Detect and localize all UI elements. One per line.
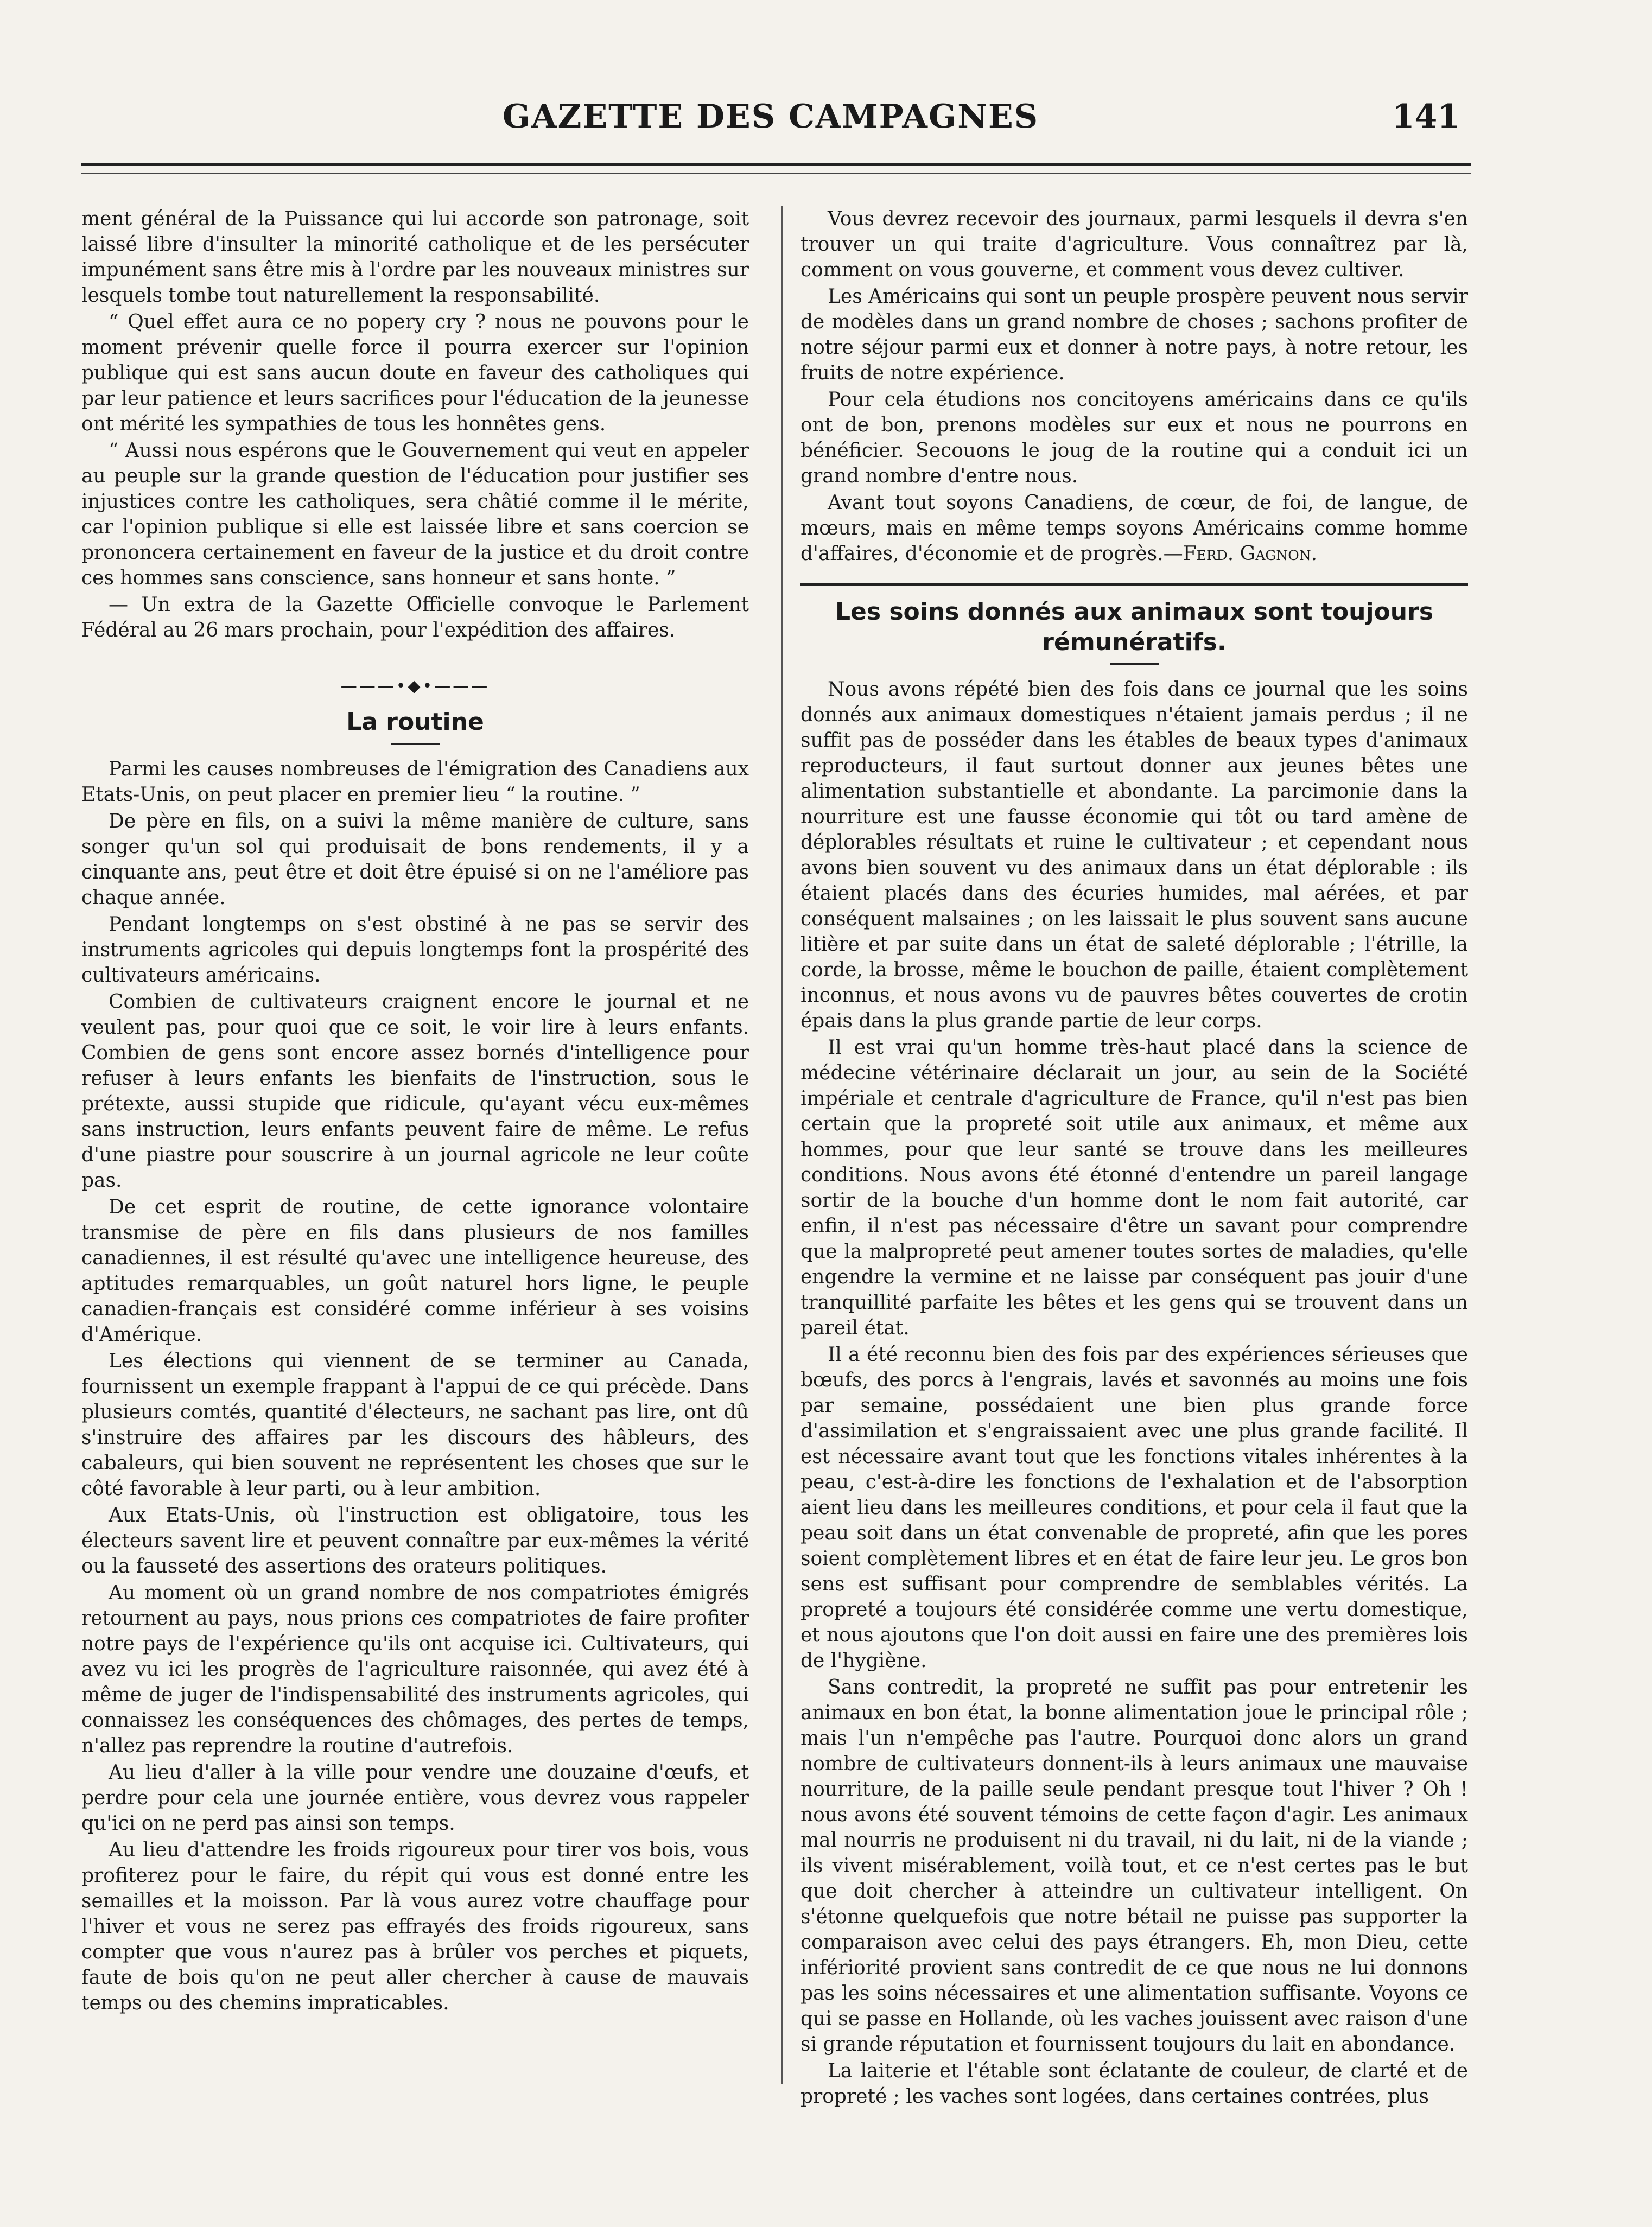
paragraph: Parmi les causes nombreuses de l'émigration des Canadiens aux Etats-Unis, on peut placer en premier lieu “ la routine. ” — [81, 758, 749, 806]
paragraph: ment général de la Puissance qui lui accorde son patronage, soit laissé libre d'insulter la minorité catholique et de les persécuter impunément sans être mis à l'ordre par les nouveaux ministres sur lesquels tombe tout naturellement la responsabilité. — [81, 208, 749, 307]
paragraph: Sans contredit, la propreté ne suffit pas pour entretenir les animaux en bon état, la bonne alimentation joue le principal rôle ; mais l'un n'empêche pas l'autre. Pourquoi donc alors un grand nombre de cultivateurs donnent-ils à leurs animaux une mauvaise nourriture, de la paille seule pendant presque tout l'hiver ? Oh ! nous avons été souvent témoins de cette façon d'agir. Les animaux mal nourris ne produisent ni du travail, ni du lait, ni de la viande ; ils vivent misérablement, voilà tout, et ce n'est certes pas le but que doit chercher à atteindre un cultivateur intelligent. On s'étonne quelquefois que notre bétail ne puisse pas supporter la comparaison avec celui des pays étrangers. Eh, mon Dieu, cette infériorité provient sans contredit de ce que nous ne lui donnons pas les soins nécessaires et une alimentation suffisante. Voyons ce qui se passe en Hollande, où les vaches jouissent avec raison d'une si grande réputation et fournissent toujours du lait en abondance. — [800, 1676, 1468, 2056]
paragraph: Nous avons répété bien des fois dans ce journal que les soins donnés aux animaux domestiques n'étaient jamais perdus ; il ne suffit pas de posséder dans les étables de beaux types d'animaux reproducteurs, il faut surtout donner aux jeunes bêtes une alimentation substantielle et abondante. La parcimonie dans la nourriture est une fausse économie qui tôt ou tard amène de déplorables résultats et ruine le cultivateur ; et cependant nous avons bien souvent vu des animaux dans un état déplorable : ils étaient placés dans des écuries humides, mal aérées, et par conséquent malsaines ; on les laissait le plus souvent sans aucune litière et par suite dans un état de saleté déplorable ; l'étrille, la corde, la brosse, même le bouchon de paille, étaient complètement inconnus, et nous avons vu de pauvres bêtes couvertes de crotin épais dans la plus grande partie de leur corps. — [800, 678, 1468, 1032]
paragraph: Pour cela étudions nos concitoyens américains dans ce qu'ils ont de bon, prenons modèles sur eux et nous ne pourrons en bénéficier. Secouons le joug de la routine qui a conduit ici un grand nombre d'entre nous. — [800, 389, 1468, 487]
paragraph: La laiterie et l'étable sont éclatante de couleur, de clarté et de propreté ; les vaches sont logées, dans certaines contrées, plus — [800, 2060, 1468, 2108]
paragraph: — Un extra de la Gazette Officielle convoque le Parlement Fédéral au 26 mars prochain, pour l'expédition des affaires. — [81, 594, 749, 641]
paragraph: Combien de cultivateurs craignent encore le journal et ne veulent pas, pour quoi que ce soit, le voir lire à leurs enfants. Combien de gens sont encore assez bornés d'intelligence pour refuser à leurs enfants les bienfaits de l'instruction, sous le prétexte, aussi stupide que ridicule, qu'ayant vécu eux-mêmes sans instruction, leurs enfants peuvent faire de même. Le refus d'une piastre pour souscrire à un journal agricole ne leur coûte pas. — [81, 991, 749, 1192]
paragraph: De cet esprit de routine, de cette ignorance volontaire transmise de père en fils dans plusieurs de nos familles canadiennes, il est résulté qu'avec une intelligence heureuse, des aptitudes remarquables, un goût naturel hors ligne, le peuple canadien-français est considéré comme inférieur à ses voisins d'Amérique. — [81, 1196, 749, 1346]
paragraph: Vous devrez recevoir des journaux, parmi lesquels il devra s'en trouver un qui traite d'agriculture. Vous connaîtrez par là, comment on vous gouverne, et comment vous devez cultiver. — [800, 208, 1468, 281]
paragraph: Pendant longtemps on s'est obstiné à ne pas se servir des instruments agricoles qui depuis longtemps font la prospérité des cultivateurs américains. — [81, 913, 749, 987]
header-rule — [81, 163, 1471, 174]
section-heading-routine: La routine — [346, 708, 484, 736]
paragraph: “ Quel effet aura ce no popery cry ? nous ne pouvons pour le moment prévenir quelle force il pourra exercer sur l'opinion publique qui est sans aucun doute en faveur des catholiques qui par leur patience et leurs sacrifices pour l'éducation de la jeunesse ont mérité les sympathies de tous les honnêtes gens. — [81, 311, 749, 435]
author-signature: Ferd. Gagnon. — [1183, 543, 1318, 565]
paragraph: Les Américains qui sont un peuple prospère peuvent nous servir de modèles dans un grand nombre de choses ; sachons profiter de notre séjour parmi eux et donner à notre pays, à notre retour, les fruits de notre expérience. — [800, 285, 1468, 384]
paragraph: Au lieu d'attendre les froids rigoureux pour tirer vos bois, vous profiterez pour le faire, du répit qui vous est donné entre les semailles et la moisson. Par là vous aurez votre chauffage pour l'hiver et vous ne serez pas effrayés des froids rigoureux, sans compter que vous n'aurez pas à brûler vos perches et piquets, faute de bois qu'on ne peut aller chercher à cause de mauvais temps ou des chemins impraticables. — [81, 1839, 749, 2014]
heading-rule — [391, 743, 440, 745]
paragraph: Il est vrai qu'un homme très-haut placé dans la science de médecine vétérinaire déclarait un jour, au sein de la Société impériale et centrale d'agriculture de France, qu'il n'est pas bien certain que la propreté soit utile aux animaux, et même aux hommes, pour que leur santé se trouve dans les meilleures conditions. Nous avons été étonné d'entendre un pareil langage sortir de la bouche d'un homme dont le nom fait autorité, car enfin, il n'est pas nécessaire d'être un savant pour comprendre que la malpropreté peut amener toutes sortes de maladies, qu'elle engendre la vermine et ne laisse par conséquent pas jouir d'une tranquillité parfaite les bêtes et les gens qui se trouvent dans un pareil état. — [800, 1036, 1468, 1339]
paragraph: Il a été reconnu bien des fois par des expériences sérieuses que bœufs, des porcs à l'engrais, lavés et savonnés au moins une fois par semaine, possédaient une bien plus grande force d'assimilation et s'engraissaient avec une plus grande facilité. Il est nécessaire avant tout que les fonctions vitales inhérentes à la peau, c'est-à-dire les fonctions de l'exhalation et de l'absorption aient lieu dans les meilleures conditions, et pour cela il faut que la peau soit dans un état convenable de propreté, afin que les pores soient complètement libres et en état de faire leur jeu. Le gros bon sens est suffisant pour comprendre de semblables vérités. La propreté a toujours été considérée comme une vertu domestique, et nous ajoutons que l'on doit aussi en faire une des premières lois de l'hygiène. — [800, 1344, 1468, 1672]
page-header — [81, 98, 1460, 147]
paragraph: Aux Etats-Unis, où l'instruction est obligatoire, tous les électeurs savent lire et peuvent connaître par eux-mêmes la vérité ou la fausseté des assertions des orateurs politiques. — [81, 1504, 749, 1577]
ornament-divider: ———•◆•——— — [340, 677, 490, 696]
paragraph — [800, 490, 1468, 567]
paragraph-text: Avant tout soyons Canadiens, de cœur, de foi, de langue, de mœurs, mais en même temps soyons Américains comme homme d'affaires, d'économie et de progrès.— — [800, 492, 1468, 565]
paragraph: “ Aussi nous espérons que le Gouvernement qui veut en appeler au peuple sur la grande question de l'éducation pour justifier ses injustices contre les catholiques, sera châtié comme il le mérite, car l'opinion publique si elle est laissée libre et sans coercion se prononcera certainement en faveur de la justice et du droit contre ces hommes sans conscience, sans honneur et sans honte. ” — [81, 440, 749, 589]
section-heading-animal-care: Les soins donnés aux animaux sont toujours rémunératifs. — [835, 598, 1434, 656]
paragraph: Au lieu d'aller à la ville pour vendre une douzaine d'œufs, et perdre pour cela une journée entière, vous devrez vous rappeler qu'ici on ne perd pas ainsi son temps. — [81, 1761, 749, 1835]
paragraph: Les élections qui viennent de se terminer au Canada, fournissent un exemple frappant à l'appui de ce qui précède. Dans plusieurs comtés, quantité d'électeurs, ne sachant pas lire, ont dû s'instruire des affaires par les discours des hâbleurs, des cabaleurs, qui bien souvent ne représentent les choses que sur le côté favorable à leur parti, ou à leur ambition. — [81, 1350, 749, 1500]
paragraph: Au moment où un grand nombre de nos compatriotes émigrés retournent au pays, nous prions ces compatriotes de faire profiter notre pays de l'expérience qu'ils ont acquise ici. Cultivateurs, qui avez vu ici les progrès de l'agriculture raisonnée, qui avez été à même de juger de l'indispensabilité des instruments agricoles, qui connaissez les conséquences des chômages, des pertes de temps, n'allez pas reprendre la routine d'autrefois. — [81, 1582, 749, 1757]
section-rule — [800, 583, 1468, 586]
column-divider — [781, 206, 783, 2084]
paragraph: De père en fils, on a suivi la même manière de culture, sans songer qu'un sol qui produisait de bons rendements, il y a cinquante ans, peut être et doit être épuisé si on ne l'améliore pas chaque année. — [81, 810, 749, 909]
left-column — [81, 206, 749, 2017]
right-column — [800, 206, 1468, 2110]
masthead-title: GAZETTE DES CAMPAGNES — [502, 98, 1039, 136]
heading-rule — [1110, 663, 1159, 665]
page-number: 141 — [1392, 98, 1460, 136]
